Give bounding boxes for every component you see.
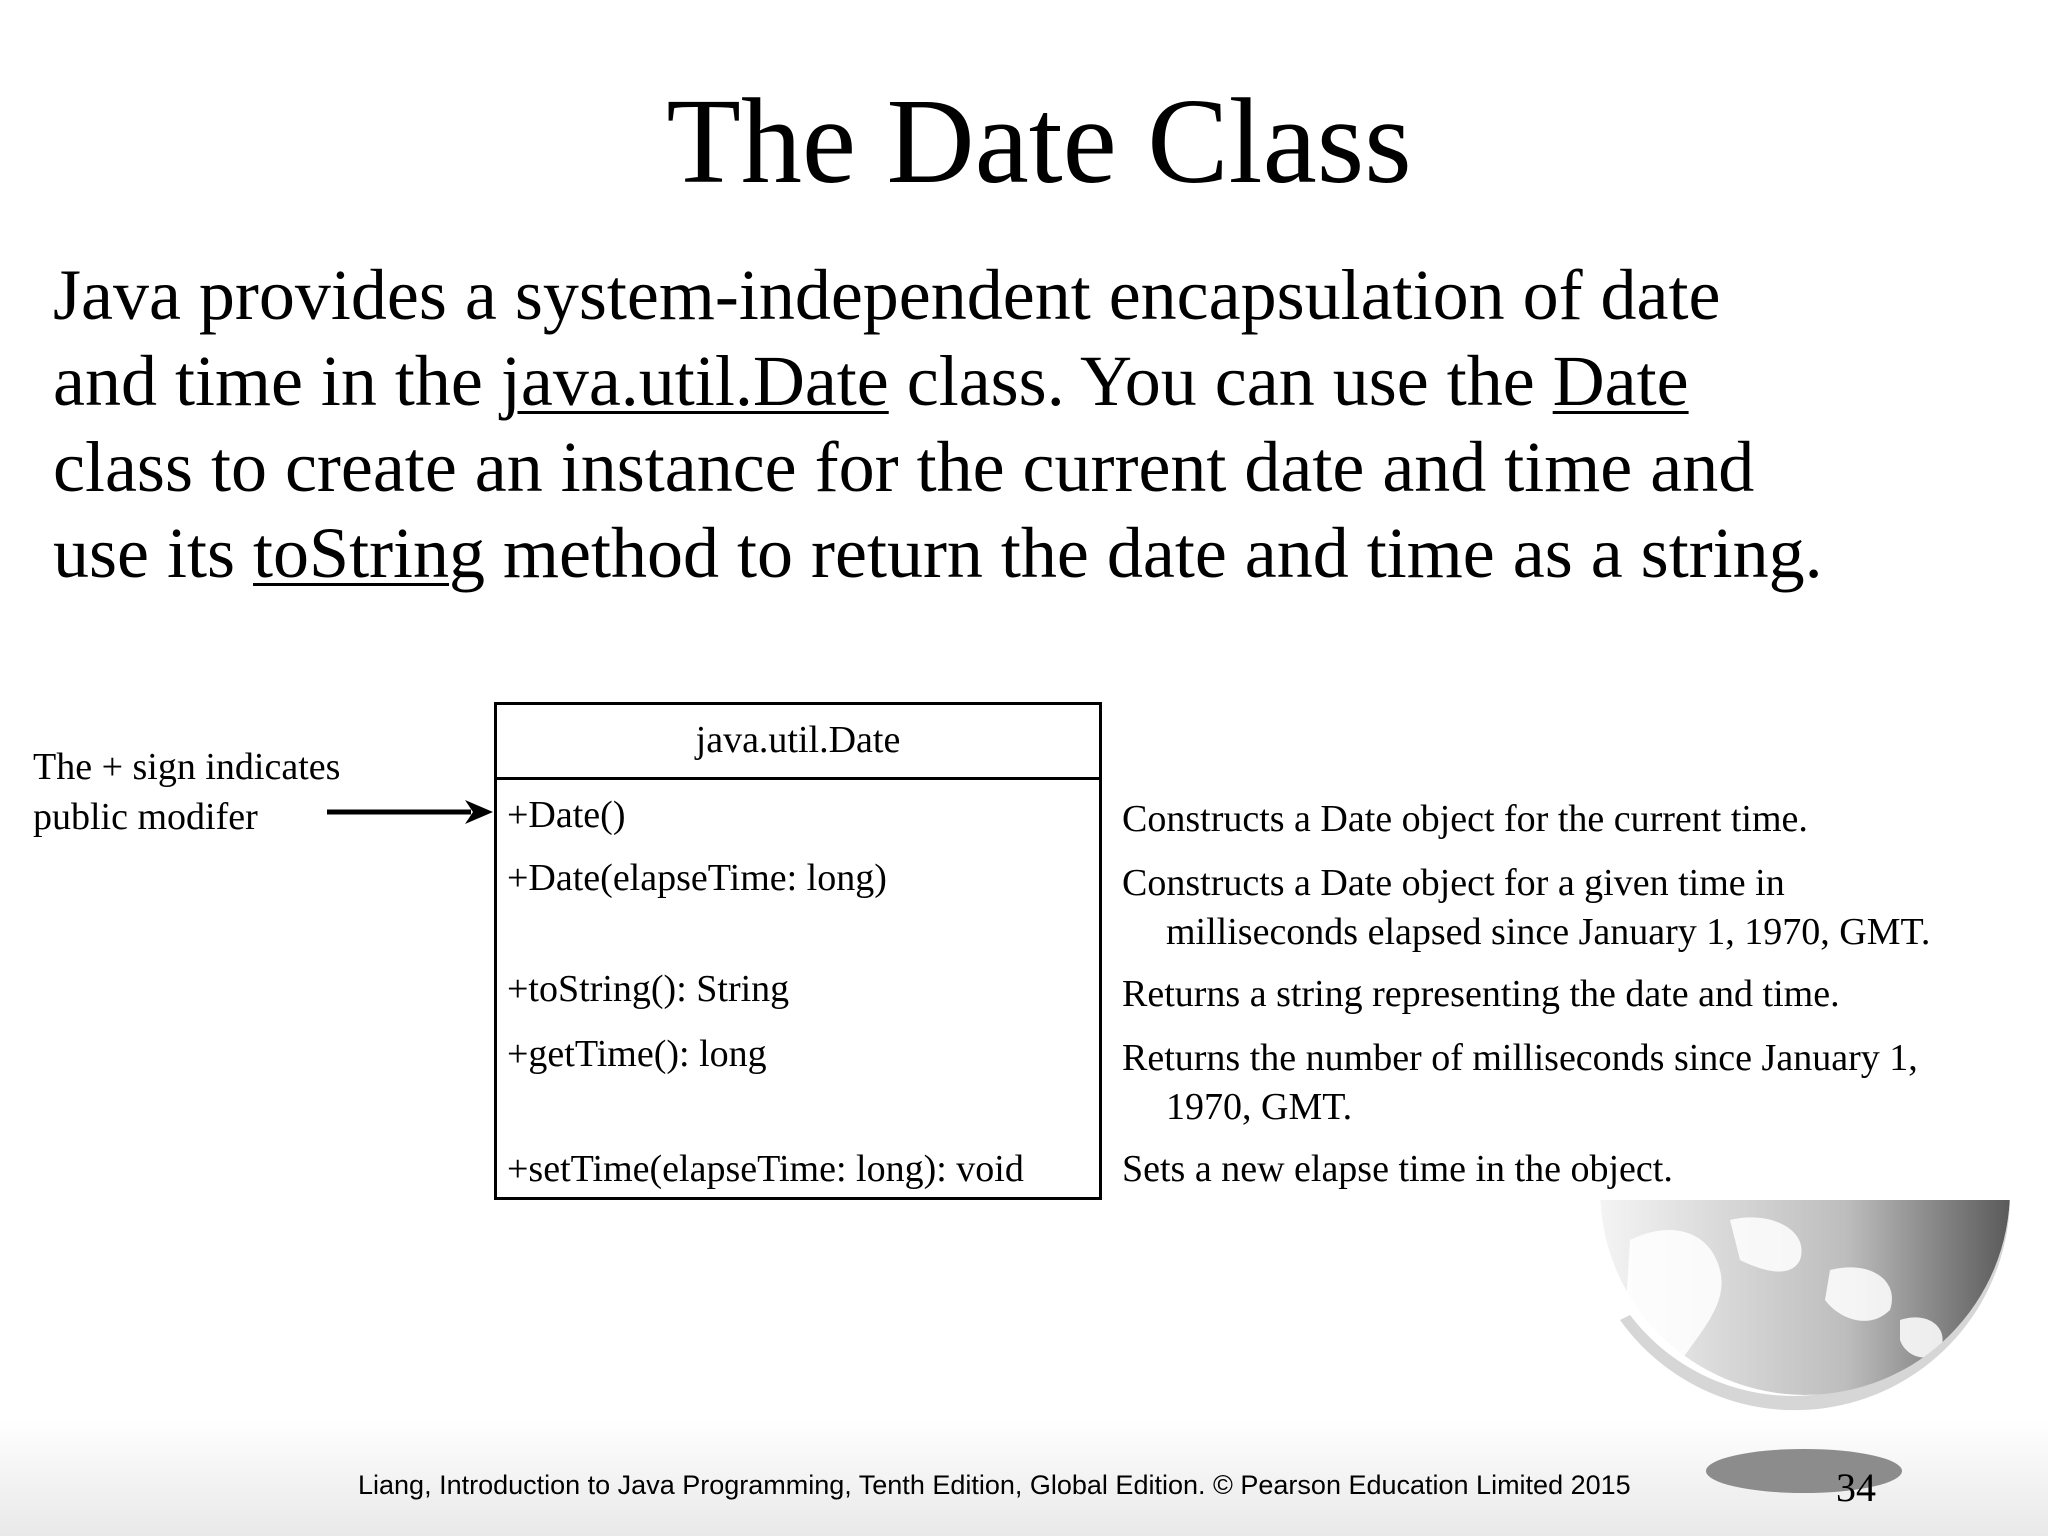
- tostring-link: toString: [253, 513, 486, 593]
- uml-class-box: [494, 702, 1102, 1200]
- intro-text: class. You can use the: [888, 341, 1553, 421]
- note-line-2: public modifer: [33, 796, 258, 838]
- intro-line-4: [53, 510, 2043, 596]
- desc-line: Constructs a Date object for a given time in: [1122, 862, 1785, 904]
- intro-text: method to return the date and time as a string.: [485, 513, 1823, 593]
- footer-citation: Liang, Introduction to Java Programming, Tenth Edition, Global Edition. © Pearson Education Limited 2015: [358, 1470, 1631, 1500]
- desc-tostring: Returns a string representing the date and time.: [1122, 973, 1840, 1015]
- date-link: Date: [1552, 341, 1689, 421]
- desc-line: 1970, GMT.: [1166, 1086, 1353, 1128]
- note-line-1: The + sign indicates: [33, 746, 341, 788]
- intro-text: and time in the: [53, 341, 501, 421]
- java-util-date-link: java.util.Date: [500, 341, 889, 421]
- desc-line: Returns the number of milliseconds since January 1,: [1122, 1037, 1918, 1079]
- globe-icon: [1570, 1200, 2010, 1450]
- right-arrow-icon: [325, 797, 495, 827]
- desc-date: Constructs a Date object for the current time.: [1122, 798, 1808, 840]
- uml-member-constructor-long: +Date(elapseTime: long): [507, 857, 887, 899]
- uml-member-tostring: +toString(): String: [507, 968, 790, 1010]
- desc-settime: Sets a new elapse time in the object.: [1122, 1148, 1673, 1190]
- desc-line: milliseconds elapsed since January 1, 1970, GMT.: [1166, 911, 1931, 953]
- public-modifier-note: [33, 742, 340, 842]
- uml-member-gettime: +getTime(): long: [507, 1033, 767, 1075]
- desc-gettime: [1122, 1034, 1918, 1132]
- intro-paragraph: [53, 252, 2043, 596]
- uml-member-settime: +setTime(elapseTime: long): void: [507, 1148, 1024, 1190]
- uml-member-constructor: +Date(): [507, 794, 626, 836]
- intro-line-1: Java provides a system-independent encapsulation of date: [53, 255, 1721, 335]
- uml-class-name: java.util.Date: [497, 705, 1099, 780]
- intro-line-2: [53, 338, 2043, 424]
- page-number: 34: [1836, 1465, 1876, 1510]
- intro-text: use its: [53, 513, 254, 593]
- intro-line-3: class to create an instance for the current date and time and: [53, 427, 1755, 507]
- desc-date-long: [1122, 859, 1930, 957]
- slide-title: The Date Class: [666, 74, 1412, 209]
